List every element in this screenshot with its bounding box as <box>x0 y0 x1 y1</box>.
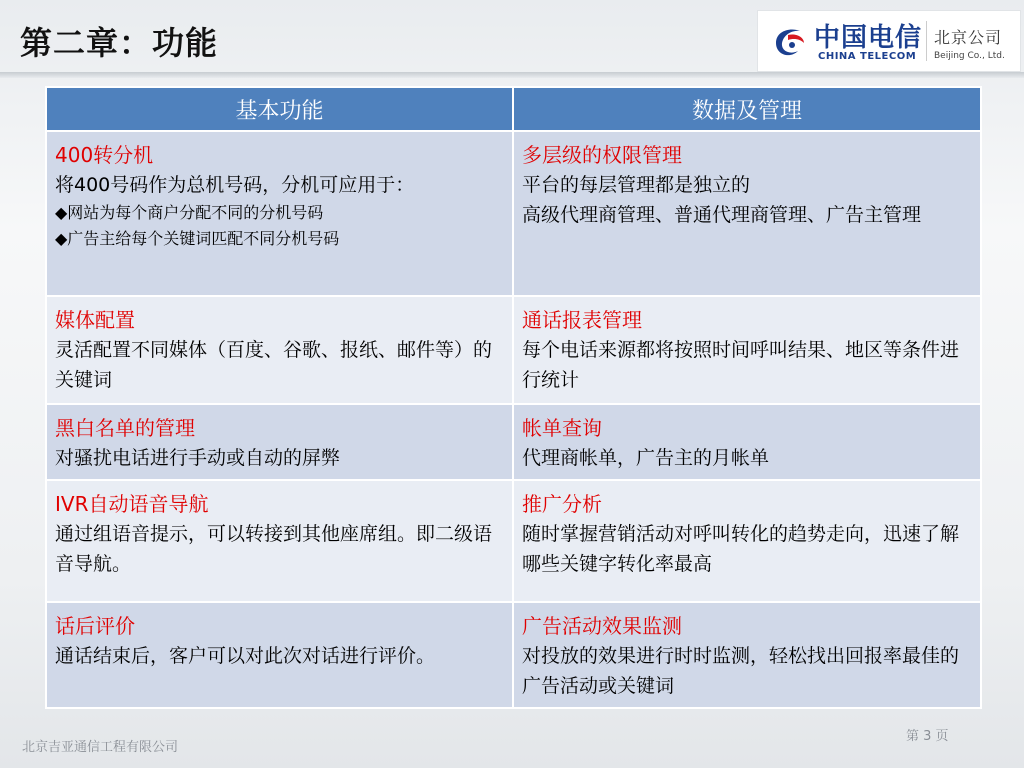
feature-title: 通话报表管理 <box>522 308 642 332</box>
table-row <box>46 131 981 296</box>
feature-description: 通过组语音提示，可以转接到其他座席组。即二级语音导航。 <box>55 523 493 575</box>
feature-title: 广告活动效果监测 <box>522 614 682 638</box>
feature-cell <box>513 404 981 480</box>
feature-cell <box>513 480 981 602</box>
feature-description: 随时掌握营销活动对呼叫转化的趋势走向，迅速了解哪些关键字转化率最高 <box>522 523 960 575</box>
feature-title: 黑白名单的管理 <box>55 416 195 440</box>
feature-cell <box>513 131 981 296</box>
feature-title: 推广分析 <box>522 492 602 516</box>
china-telecom-emblem-icon <box>770 21 810 61</box>
feature-title: 400转分机 <box>55 143 154 167</box>
table-row <box>46 602 981 708</box>
feature-description: 对骚扰电话进行手动或自动的屏弊 <box>55 447 341 469</box>
table-row <box>46 296 981 404</box>
feature-description: 通话结束后，客户可以对此次对话进行评价。 <box>55 645 436 667</box>
logo-branch-en: Beijing Co., Ltd. <box>934 51 1005 61</box>
logo-brand-cn: 中国电信 <box>814 23 923 53</box>
feature-description: 将400号码作为总机号码，分机可应用于： <box>55 174 415 196</box>
feature-title: 多层级的权限管理 <box>522 143 682 167</box>
feature-description: 对投放的效果进行时时监测，轻松找出回报率最佳的广告活动或关键词 <box>522 645 960 697</box>
feature-title: 话后评价 <box>55 614 135 638</box>
feature-bullet: ◆广告主给每个关键词匹配不同分机号码 <box>55 229 340 248</box>
logo-divider <box>926 21 927 61</box>
feature-description: 灵活配置不同媒体（百度、谷歌、报纸、邮件等）的关键词 <box>55 339 493 391</box>
footer-company: 北京吉亚通信工程有限公司 <box>22 740 179 755</box>
feature-cell <box>513 602 981 708</box>
feature-cell <box>46 480 513 602</box>
column-header-data-management: 数据及管理 <box>513 87 981 131</box>
page-title: 第二章：功能 <box>20 24 219 62</box>
feature-description: 平台的每层管理都是独立的 <box>522 174 751 196</box>
feature-cell <box>46 131 513 296</box>
feature-bullet: ◆网站为每个商户分配不同的分机号码 <box>55 203 324 222</box>
feature-cell <box>46 602 513 708</box>
table-header-row <box>46 87 981 131</box>
feature-cell <box>46 296 513 404</box>
column-header-basic-functions: 基本功能 <box>46 87 513 131</box>
logo-brand-en: CHINA TELECOM <box>818 51 917 62</box>
feature-title: 媒体配置 <box>55 308 135 332</box>
table-row <box>46 404 981 480</box>
feature-cell <box>46 404 513 480</box>
feature-cell <box>513 296 981 404</box>
feature-title: 帐单查询 <box>522 416 602 440</box>
feature-description: 每个电话来源都将按照时间呼叫结果、地区等条件进行统计 <box>522 339 960 391</box>
feature-description: 代理商帐单，广告主的月帐单 <box>522 447 770 469</box>
feature-table <box>45 86 982 709</box>
page-number: 第 3 页 <box>906 729 949 744</box>
china-telecom-logo <box>757 10 1021 72</box>
logo-branch-cn: 北京公司 <box>934 28 1003 47</box>
table-row <box>46 480 981 602</box>
feature-description: 高级代理商管理、普通代理商管理、广告主管理 <box>522 204 922 226</box>
header-divider <box>0 72 1024 78</box>
feature-title: IVR自动语音导航 <box>55 492 209 516</box>
